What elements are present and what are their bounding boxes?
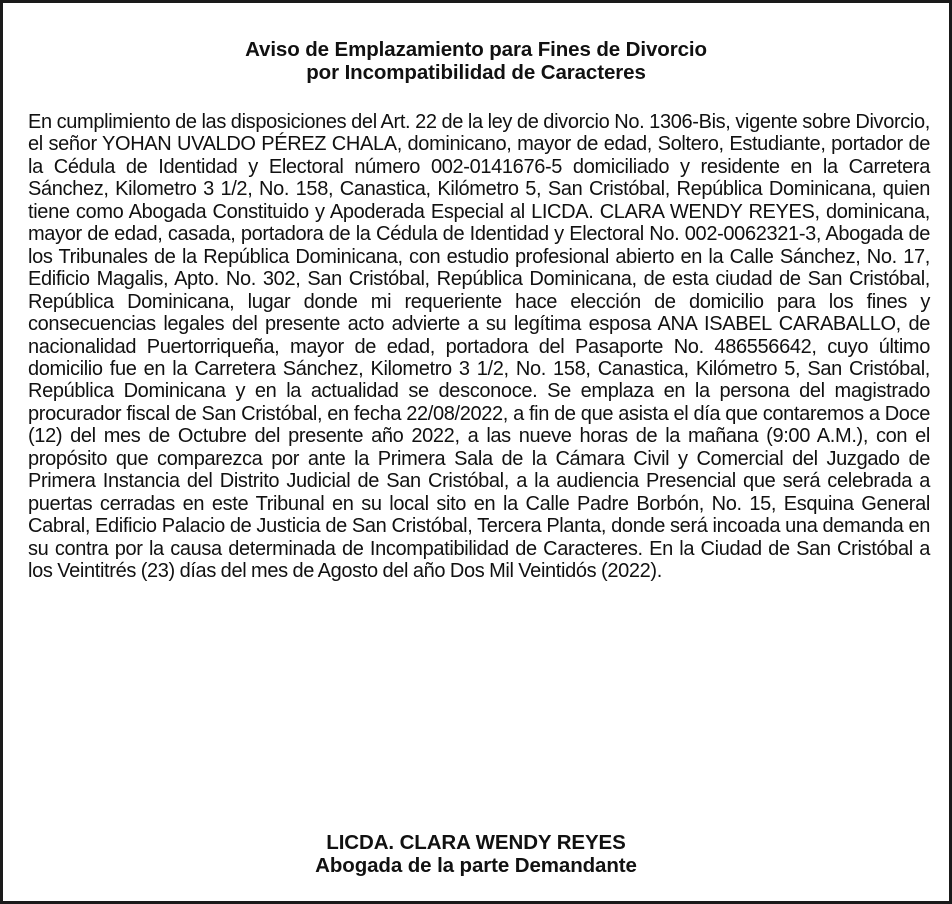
notice-title-line-1: Aviso de Emplazamiento para Fines de Divorcio [245,38,707,61]
signature-name: LICDA. CLARA WENDY REYES [326,831,626,854]
notice-title [3,38,949,84]
notice-body: En cumplimiento de las disposiciones del Art. 22 de la ley de divorcio No. 1306-Bis, vigente sobre Divorcio, el señor YOHAN UVALDO PÉREZ CHALA, dominicano, mayor de edad, Soltero, Estudiante, portador de la Cédula de Identidad y Electoral número 002-0141676-5 domiciliado y residente en la Carretera Sánchez, Kilometro 3 1/2, No. 158, Canastica, Kilómetro 5, San Cristóbal, República Dominicana, quien tiene como Abogada Constituido y Apoderada Especial al LICDA. CLARA WENDY REYES, dominicana, mayor de edad, casada, portadora de la Cédula de Identidad y Electoral No. 002-0062321-3, Abogada de los Tribunales de la República Dominicana, con estudio profesional abierto en la Calle Sánchez, No. 17, Edificio Magalis, Apto. No. 302, San Cristóbal, República Dominicana, de esta ciudad de San Cristóbal, República Dominicana, lugar donde mi requeriente hace elección de domicilio para los fines y consecuencias legales del presente acto advierte a su legítima esposa ANA ISABEL CARABALLO, de nacionalidad Puertorriqueña, mayor de edad, portadora del Pasaporte No. 486556642, cuyo último domicilio fue en la Carretera Sánchez, Kilometro 3 1/2, No. 158, Canastica, Kilómetro 5, San Cristóbal, República Dominicana y en la actualidad se desconoce. Se emplaza en la persona del magistrado procurador fiscal de San Cristóbal, en fecha 22/08/2022, a fin de que asista el día que contaremos a Doce (12) del mes de Octubre del presente año 2022, a las nueve horas de la mañana (9:00 A.M.), con el propósito que comparezca por ante la Primera Sala de la Cámara Civil y Comercial del Juzgado de Primera Instancia del Distrito Judicial de San Cristóbal, a la audiencia Presencial que será celebrada a puertas cerradas en este Tribunal en su local sito en la Calle Padre Borbón, No. 15, Esquina General Cabral, Edificio Palacio de Justicia de San Cristóbal, Tercera Planta, donde será incoada una demanda en su contra por la causa determinada de Incompatibilidad de Caracteres. En la Ciudad de San Cristóbal a los Veintitrés (23) días del mes de Agosto del año Dos Mil Veintidós (2022). [28,111,930,583]
signature-role: Abogada de la parte Demandante [315,854,637,877]
signature-block [3,831,949,877]
notice-title-line-2: por Incompatibilidad de Caracteres [306,61,646,84]
